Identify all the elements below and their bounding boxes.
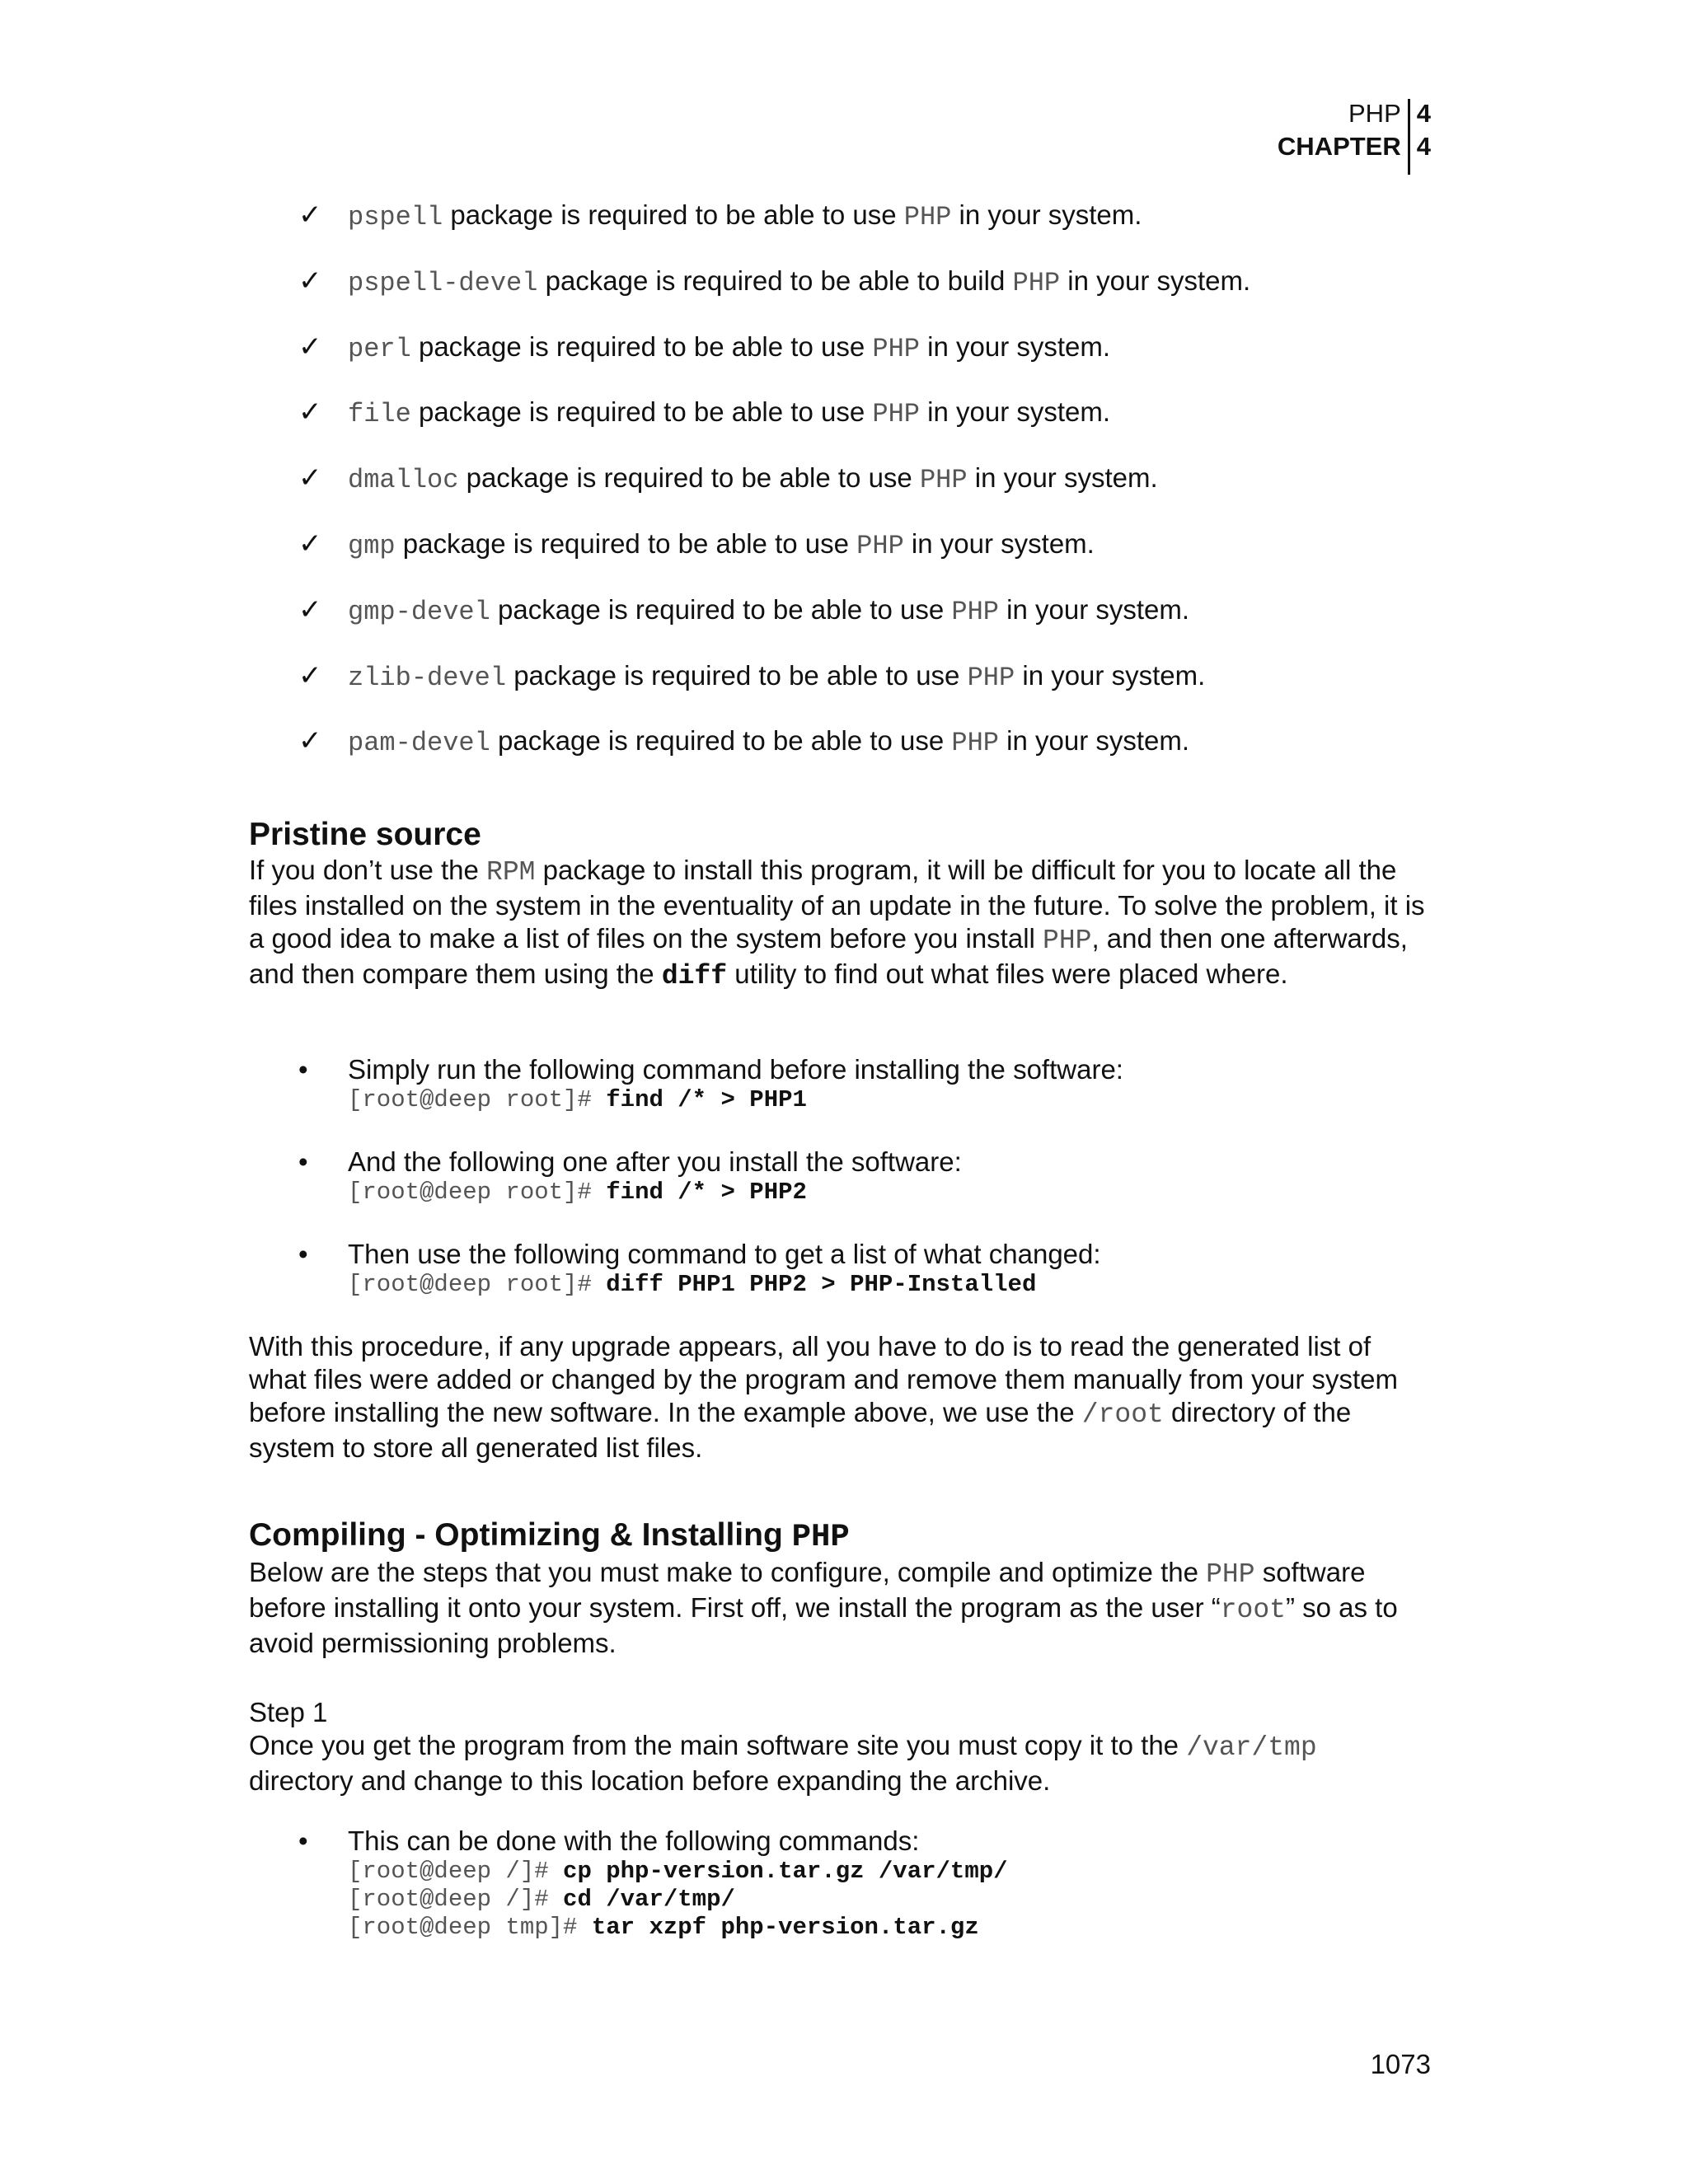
section-heading: Compiling - Optimizing & Installing PHP [249,1517,850,1555]
checkmark-icon: ✓ [298,199,322,231]
list-item: ✓ zlib-devel package is required to be able to use PHP in your system. [298,655,1250,721]
command-line: [root@deep tmp]# tar xzpf php-version.tar.gz [348,1914,979,1941]
paragraph: Once you get the program from the main software site you must copy it to the /var/tmp directory and change to this location before expanding the archive. [249,1730,1317,1796]
list-item: ✓ perl package is required to be able to use PHP in your system. [298,326,1250,392]
list-item: ✓ gmp-devel package is required to be able to use PHP in your system. [298,589,1250,655]
command-line: [root@deep root]# find /* > PHP2 [348,1179,807,1206]
bullet-icon: • [298,1239,308,1269]
step-commands [249,1825,1428,1942]
list-item: ✓ pspell package is required to be able to use PHP in your system. [298,194,1250,260]
checkmark-icon: ✓ [298,725,322,757]
pristine-section [249,816,1428,993]
checkmark-icon: ✓ [298,462,322,494]
checkmark-icon: ✓ [298,330,322,363]
list-item: • And the following one after you install the software: [root@deep root]# find /* > PHP2 [249,1146,1428,1238]
command-line: [root@deep /]# cd /var/tmp/ [348,1886,735,1913]
step-label: Step 1 [249,1697,328,1727]
paragraph: With this procedure, if any upgrade appears, all you have to do is to read the generated list of what files were added or changed by the program and remove them manually from your system before installing the new software. In the example above, we use the /root directory of the system to store all generated list files. [249,1331,1399,1463]
page-header [1278,97,1431,175]
command-line: [root@deep root]# diff PHP1 PHP2 > PHP-Installed [348,1271,1037,1298]
list-item: ✓ gmp package is required to be able to use PHP in your system. [298,523,1250,589]
bullet-icon: • [298,1825,308,1856]
step-block [249,1696,1428,1797]
checkmark-icon: ✓ [298,265,322,297]
requirements-list [298,194,1250,786]
list-item: • This can be done with the following commands: [root@deep /]# cp php-version.tar.gz /var/tmp/ [root@deep /]# cd /var/tmp/ [root@deep tmp]# tar xzpf php-version.tar.gz [249,1825,1428,1942]
chapter-label: CHAPTER [1277,132,1401,161]
compiling-section [249,1516,1428,1660]
pristine-steps [249,1053,1428,1330]
list-item: ✓ pam-devel package is required to be able to use PHP in your system. [298,720,1250,786]
chapter-number: 4 [1416,99,1431,128]
command-line: [root@deep root]# find /* > PHP1 [348,1086,807,1113]
list-item: ✓ file package is required to be able to use PHP in your system. [298,391,1250,457]
page-number: 1073 [1370,2049,1431,2079]
paragraph: If you don’t use the RPM package to install this program, it will be difficult for you to locate all the files installed on the system in the eventuality of an update in the future. To solve the problem, it is a good idea to make a list of files on the system before you install PHP, and then one afterwards, and then compare them using the diff utility to find out what files were placed where. [249,855,1425,991]
bullet-icon: • [298,1146,308,1177]
chapter-number-secondary: 4 [1416,132,1431,161]
list-item: ✓ dmalloc package is required to be able to use PHP in your system. [298,457,1250,523]
list-item: • Then use the following command to get a list of what changed: [root@deep root]# diff PHP1 PHP2 > PHP-Installed [249,1238,1428,1330]
section-heading: Pristine source [249,817,481,852]
checkmark-icon: ✓ [298,396,322,429]
checkmark-icon: ✓ [298,659,322,691]
checkmark-icon: ✓ [298,527,322,560]
bullet-icon: • [298,1054,308,1085]
command-line: [root@deep /]# cp php-version.tar.gz /var/tmp/ [348,1858,1008,1885]
list-item: ✓ pspell-devel package is required to be able to build PHP in your system. [298,260,1250,326]
paragraph: Below are the steps that you must make to configure, compile and optimize the PHP software before installing it onto your system. First off, we install the program as the user “root” so as to avoid permissioning problems. [249,1557,1398,1658]
list-item: • Simply run the following command before installing the software: [root@deep root]# find /* > PHP1 [249,1053,1428,1146]
checkmark-icon: ✓ [298,593,322,626]
chapter-title: PHP [1348,99,1401,128]
